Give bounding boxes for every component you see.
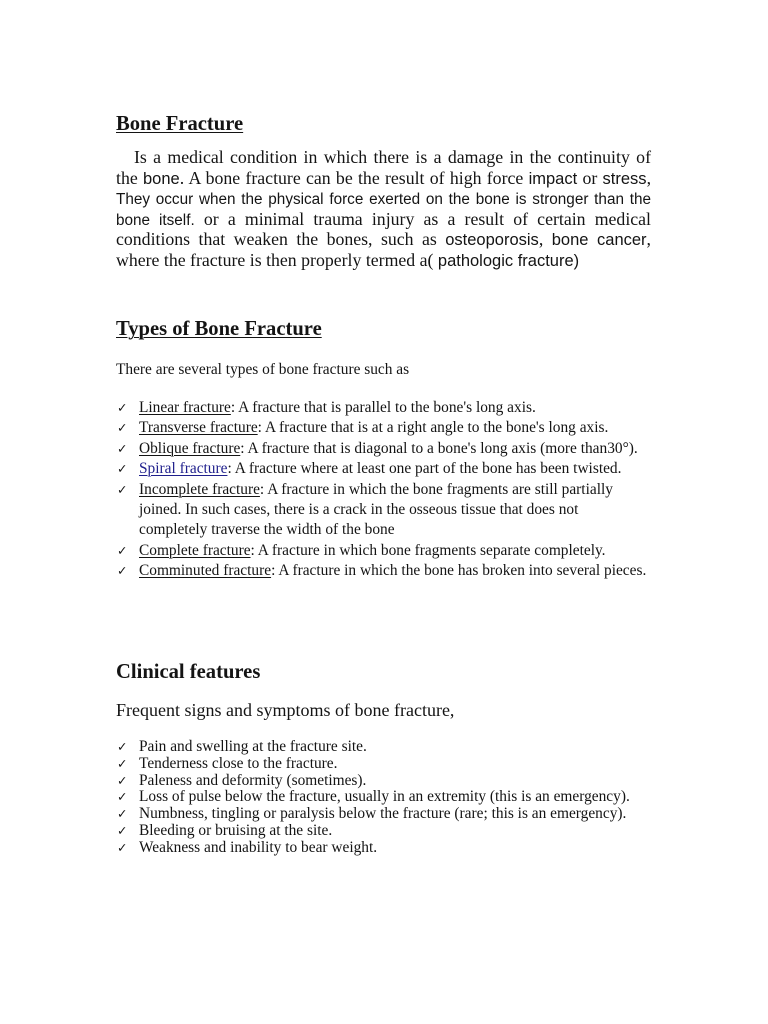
section-title-clinical-features: Clinical features [116, 661, 261, 683]
term-osteoporosis: osteoporosis [445, 231, 539, 250]
paragraph-line [116, 188, 651, 209]
fracture-term: Comminuted fracture [139, 562, 272, 580]
symptom-item [117, 756, 699, 773]
paragraph-text: , [538, 229, 552, 250]
paragraph-line [116, 168, 651, 189]
fracture-term: Complete fracture [139, 541, 251, 559]
paragraph-text: where the fracture is then properly termed a( [116, 249, 438, 270]
symptom-text: Numbness, tingling or paralysis below the fracture (rare; this is an emergency). [139, 805, 627, 823]
list-item-oblique-fracture [117, 439, 699, 459]
check-icon [117, 789, 139, 806]
fracture-description: : A fracture in which the bone fragments are still partially joined. In such cases, there is a crack in the osseous tissue that does not completely traverse the width of the bone [139, 480, 613, 539]
paragraph-text: the [116, 167, 143, 188]
section-title-bone-fracture: Bone Fracture [116, 113, 244, 135]
check-icon [117, 398, 139, 418]
check-icon [117, 773, 139, 790]
check-icon [117, 480, 139, 500]
spiral-fracture-link[interactable]: Spiral fracture [139, 460, 228, 478]
section-title-types-of-bone-fracture: Types of Bone Fracture [116, 318, 322, 340]
list-item-text [139, 459, 699, 479]
symptom-item [117, 739, 699, 756]
symptom-text: Tenderness close to the fracture. [139, 754, 338, 772]
list-item-text [139, 480, 634, 541]
check-icon [117, 439, 139, 459]
list-item-text [139, 561, 699, 581]
symptom-text: Paleness and deformity (sometimes). [139, 771, 367, 789]
check-icon [117, 840, 139, 857]
fracture-description: : A fracture in which the bone has broken into several pieces. [271, 562, 647, 580]
check-icon [117, 459, 139, 479]
term-stress: stress [602, 169, 647, 188]
symptom-item [117, 806, 699, 823]
list-item-linear-fracture [117, 398, 699, 418]
list-item-text [139, 541, 699, 561]
check-icon [117, 418, 139, 438]
term-bone: bone [143, 169, 180, 188]
check-icon [117, 739, 139, 756]
list-item-complete-fracture [117, 541, 699, 561]
list-item-text [139, 439, 699, 459]
fracture-description: : A fracture that is at a right angle to the bone's long axis. [257, 419, 609, 437]
paragraph-line [116, 250, 651, 271]
paragraph-text: Is a medical condition in which there is a damage in the continuity of [134, 147, 651, 167]
check-icon [117, 756, 139, 773]
symptom-item [117, 773, 699, 790]
fracture-term: Incomplete fracture [139, 480, 260, 498]
paragraph-text: . A bone fracture can be the result of high force [179, 167, 529, 188]
paragraph-text: , [646, 167, 652, 188]
check-icon [117, 823, 139, 840]
check-icon [117, 541, 139, 561]
fracture-description: : A fracture that is diagonal to a bone's long axis (more than30°). [240, 439, 638, 457]
fracture-term: Linear fracture [139, 399, 231, 416]
paragraph-text: or a minimal trauma injury as a result of certain medical [194, 208, 651, 229]
list-item-text [139, 418, 699, 438]
term-impact: impact [528, 169, 578, 188]
paragraph-text: , [646, 229, 651, 250]
list-item-comminuted-fracture [117, 561, 699, 581]
types-intro-text: There are several types of bone fracture such as [116, 361, 410, 378]
term-pathologic-fracture: pathologic fracture) [437, 251, 580, 270]
fracture-description: : A fracture that is parallel to the bone's long axis. [230, 399, 536, 416]
list-item-transverse-fracture [117, 418, 699, 438]
paragraph-text: or [577, 167, 603, 188]
list-item-spiral-fracture [117, 459, 699, 479]
check-icon [117, 806, 139, 823]
symptom-text: Weakness and inability to bear weight. [139, 838, 378, 856]
symptoms-list [117, 739, 699, 857]
term-bone-cancer: bone cancer [551, 231, 647, 250]
list-item-incomplete-fracture [117, 480, 699, 541]
check-icon [117, 561, 139, 581]
list-item-text [139, 398, 699, 418]
intro-paragraph [116, 147, 651, 271]
fracture-term: Transverse fracture [139, 419, 258, 437]
symptom-item [117, 823, 699, 840]
paragraph-text: conditions that weaken the bones, such as [116, 229, 446, 250]
fracture-types-list [117, 398, 699, 582]
symptom-text: Bleeding or bruising at the site. [139, 821, 333, 839]
symptom-item [117, 840, 699, 857]
fracture-description: : A fracture in which bone fragments separate completely. [250, 541, 606, 559]
symptom-text: Pain and swelling at the fracture site. [139, 738, 367, 755]
clinical-intro-text: Frequent signs and symptoms of bone fracture, [116, 700, 455, 720]
paragraph-line [116, 209, 651, 230]
symptom-item [117, 789, 699, 806]
fracture-description: : A fracture where at least one part of the bone has been twisted. [227, 460, 622, 478]
symptom-text: Loss of pulse below the fracture, usually in an extremity (this is an emergency). [139, 788, 630, 806]
paragraph-line [116, 229, 651, 250]
paragraph-text: bone itself. [116, 211, 195, 229]
fracture-term: Oblique fracture [139, 439, 241, 457]
paragraph-line [116, 147, 651, 168]
paragraph-text: They occur when the physical force exerted on the bone is stronger than the [116, 191, 651, 209]
